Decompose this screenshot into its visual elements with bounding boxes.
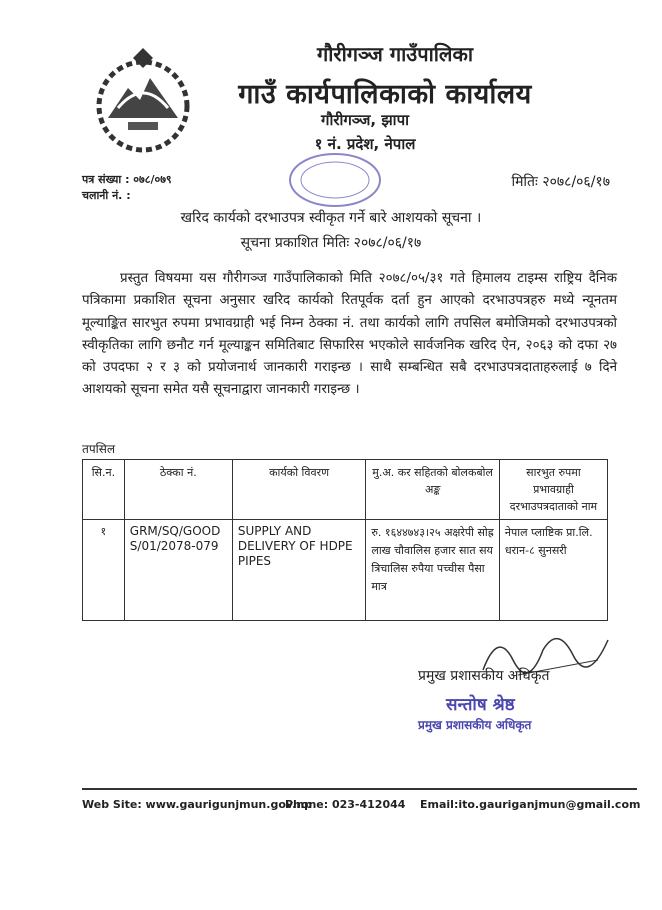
publish-date: सूचना प्रकाशित मितिः २०७८/०६/१७ xyxy=(240,235,422,251)
office-stamp-icon xyxy=(285,150,385,210)
award-table xyxy=(82,459,608,621)
col-bidder-name: सारभुत रुपमा प्रभावग्राही दरभाउपत्रदाताको नाम xyxy=(499,460,607,520)
col-serial: सि.न. xyxy=(83,460,125,520)
office-province: १ नं. प्रदेश, नेपाल xyxy=(314,135,416,153)
col-contract-no: ठेक्का नं. xyxy=(124,460,232,520)
cell-bidder-name: नेपाल प्लाष्टिक प्रा.लि. धरान-८ सुनसरी xyxy=(499,520,607,621)
details-label: तपसिल xyxy=(82,442,116,456)
office-location: गौरीगञ्ज, झापा xyxy=(321,111,409,129)
cell-contract-no: GRM/SQ/GOODS/01/2078-079 xyxy=(124,520,232,621)
col-work-description: कार्यको विवरण xyxy=(232,460,366,520)
cell-bid-amount: रु. १६४४७४३।२५ अक्षरेपी सोह्र लाख चौवालिस हजार सात सय त्रिचालिस रुपैया पच्चीस पैसा मात्र xyxy=(366,520,500,621)
table-row xyxy=(83,520,608,621)
signatory-title: प्रमुख प्रशासकीय अधिकृत xyxy=(418,668,550,684)
cell-work-description: SUPPLY AND DELIVERY OF HDPE PIPES xyxy=(232,520,366,621)
office-title: गाउँ कार्यपालिकाको कार्यालय xyxy=(238,79,532,110)
reference-number: पत्र संख्या : ०७८/०७९ xyxy=(82,173,172,186)
nepal-emblem-icon xyxy=(88,48,198,158)
signatory-name: सन्तोष श्रेष्ठ xyxy=(446,695,515,715)
footer-email: Email:ito.gauriganjmun@gmail.com xyxy=(420,798,641,811)
dispatch-number: चलानी नं. : xyxy=(82,189,131,202)
col-bid-amount: मु.अ. कर सहितको बोलकबोल अङ्क xyxy=(366,460,500,520)
notice-subject: खरिद कार्यको दरभाउपत्र स्वीकृत गर्ने बारे आशयको सूचना । xyxy=(180,210,482,226)
signatory-role: प्रमुख प्रशासकीय अधिकृत xyxy=(418,718,532,732)
table-header-row xyxy=(83,460,608,520)
cell-serial: १ xyxy=(83,520,125,621)
notice-body: प्रस्तुत विषयमा यस गौरीगञ्ज गाउँपालिकाको मिति २०७८/०५/३१ गते हिमालय टाइम्स राष्ट्रिय दैनिक पत्रिकामा प्रकाशित सूचना अनुसार खरिद कार्यको रितपूर्वक दर्ता हुन आएको दरभाउपत्रहरु मध्ये न्यूनतम मूल्याङ्कित सारभुत रुपमा प्रभावग्राही भई निम्न ठेक्का नं. तथा कार्यको लागि तपसिल बमोजिमको दरभाउपत्रको स्वीकृतिका लागि छनौट गर्न मूल्याङ्कन समितिबाट सिफारिस भएकोले सार्वजनिक खरिद ऐन, २०६३ को दफा २७ को उपदफा २ र ३ को प्रयोजनार्थ जानकारी गराइन्छ । साथै सम्बन्धित सबै दरभाउपत्रदाताहरुलाई ७ दिने आशयको सूचना समेत यसै सूचनाद्वारा जानकारी गराइन्छ । xyxy=(82,271,617,398)
municipality-name: गौरीगञ्ज गाउँपालिका xyxy=(316,42,474,66)
footer-divider xyxy=(82,788,637,790)
footer-website: Web Site: www.gaurigunjmun.gov.np xyxy=(82,798,313,811)
footer-phone: Phone: 023-412044 xyxy=(285,798,406,811)
letter-date: मितिः २०७८/०६/१७ xyxy=(511,174,610,190)
